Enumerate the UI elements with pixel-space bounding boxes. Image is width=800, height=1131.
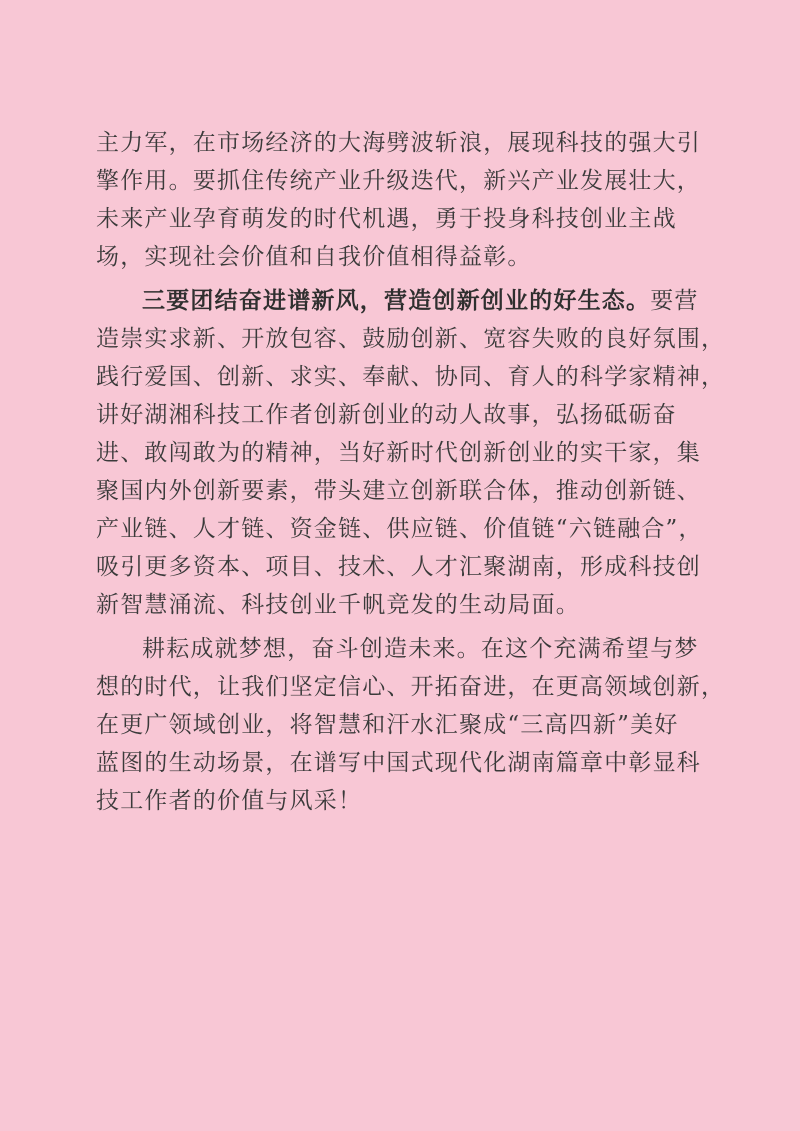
- paragraph-line: 产业链、人才链、资金链、供应链、价值链“六链融合”，: [96, 516, 703, 542]
- paragraph-line: 未来产业孕育萌发的时代机遇，勇于投身科技创业主战: [96, 206, 677, 232]
- paragraph-first-line: [96, 282, 708, 320]
- paragraph-line: 在更广领域创业，将智慧和汗水汇聚成“三高四新”美好: [96, 712, 679, 738]
- paragraph-line: 聚国内外创新要素，带头建立创新联合体，推动创新链、: [96, 478, 701, 504]
- paragraph-line: 吸引更多资本、项目、技术、人才汇聚湖南，形成科技创: [96, 554, 701, 580]
- paragraph-line: 场，实现社会价值和自我价值相得益彰。: [96, 244, 532, 270]
- paragraph-line: 主力军，在市场经济的大海劈波斩浪，展现科技的强大引: [96, 130, 701, 156]
- paragraph-line: 擎作用。要抓住传统产业升级迭代，新兴产业发展壮大，: [96, 168, 701, 194]
- paragraph-3: [96, 630, 726, 820]
- paragraph-line: 讲好湖湘科技工作者创新创业的动人故事，弘扬砥砺奋: [96, 402, 677, 428]
- section-heading: 三要团结奋进谱新风，营造创新创业的好生态。: [142, 288, 651, 314]
- paragraph-line: 造崇实求新、开放包容、鼓励创新、宽容失败的良好氛围，: [96, 326, 726, 352]
- paragraph-line: 践行爱国、创新、求实、奉献、协同、育人的科学家精神，: [96, 364, 726, 390]
- paragraph-line: 新智慧涌流、科技创业千帆竞发的生动局面。: [96, 592, 580, 618]
- paragraph-line-rest: 要营: [650, 288, 699, 314]
- paragraph-line: 耕耘成就梦想，奋斗创造未来。在这个充满希望与梦: [142, 636, 699, 662]
- paragraph-line: 蓝图的生动场景，在谱写中国式现代化湖南篇章中彰显科: [96, 750, 701, 776]
- paragraph-line: 想的时代，让我们坚定信心、开拓奋进，在更高领域创新，: [96, 674, 726, 700]
- document-body: [96, 124, 726, 820]
- paragraph-line: 进、敢闯敢为的精神，当好新时代创新创业的实干家，集: [96, 440, 701, 466]
- paragraph-1: [96, 124, 708, 276]
- paragraph-line: 技工作者的价值与风采！: [96, 788, 363, 814]
- paragraph-2: [96, 282, 726, 624]
